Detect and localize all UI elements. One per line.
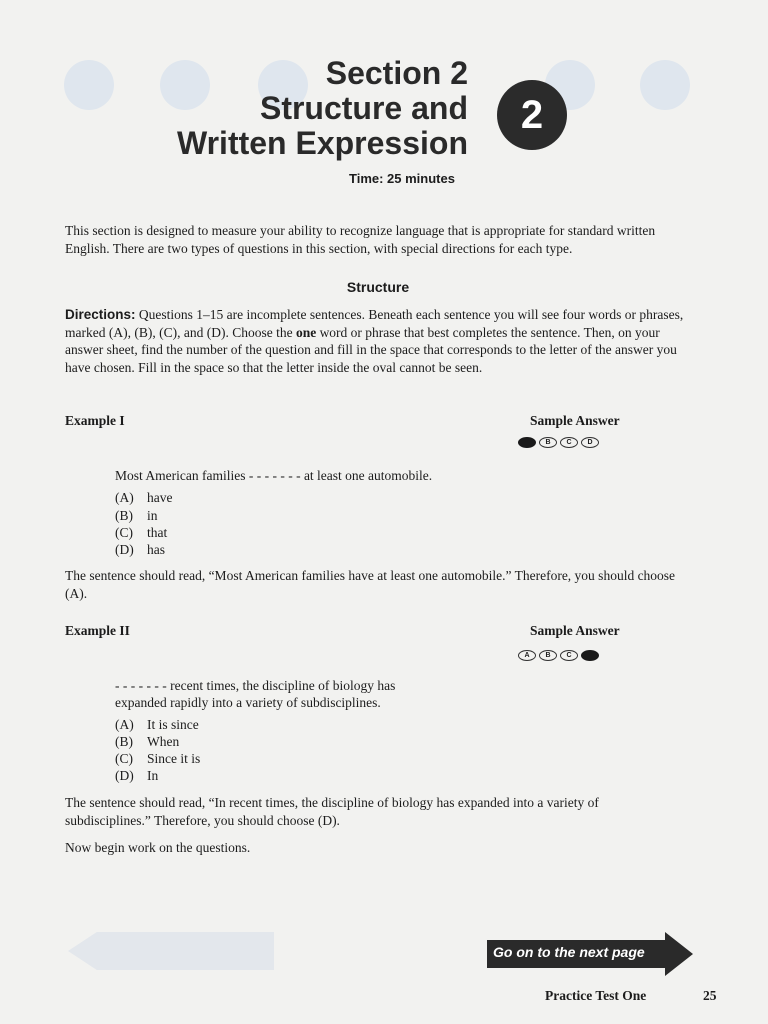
question-line: expanded rapidly into a variety of subdisciplines. (115, 695, 381, 710)
sample-answer-label: Sample Answer (530, 413, 620, 428)
page-number: 25 (703, 988, 717, 1003)
next-page-label: Go on to the next page (493, 944, 645, 960)
choice-letter: (D) (115, 542, 134, 557)
directions-text: word or phrase that best completes the sentence. Then, on your answer sheet, find the number of the question and fill in the space that corresponds to the letter of the answer you have chosen. Fill in the space so that the letter inside the oval cannot be seen. (65, 324, 677, 375)
title-line: Section 2 (325, 55, 468, 91)
answer-oval: C (560, 650, 578, 661)
example-question (115, 677, 395, 711)
structure-heading: Structure (346, 279, 410, 295)
directions-text: Questions 1–15 are incomplete sentences. Beneath each sentence you will see four words or phrases, marked (A), (B), (C), and (D). Choose the (65, 307, 684, 340)
sample-answer-ovals (518, 650, 599, 661)
directions-label: Directions: (65, 307, 136, 322)
choice-text: has (147, 542, 165, 557)
intro-paragraph: This section is designed to measure your ability to recognize language that is appropriate for standard written English. There are two types of questions in this section, with special directions for each type. (65, 223, 656, 256)
answer-choice (115, 767, 158, 784)
answer-choice (115, 716, 199, 733)
answer-choice (115, 524, 167, 541)
choice-text: have (147, 490, 173, 505)
choice-text: When (147, 734, 180, 749)
title-line: Structure and (259, 90, 468, 126)
example-explanation: The sentence should read, “Most American families have at least one automobile.” Therefore, you should choose (A). (65, 568, 676, 601)
time-limit: Time: 25 minutes (349, 171, 455, 186)
ghost-circle-decoration (640, 60, 690, 110)
book-title: Practice Test One (545, 988, 647, 1003)
choice-letter: (A) (115, 490, 134, 505)
answer-choice (115, 489, 172, 506)
choice-letter: (A) (115, 717, 134, 732)
answer-choice (115, 541, 165, 558)
choice-text: Since it is (147, 751, 201, 766)
example-question: Most American families - - - - - - - at least one automobile. (115, 468, 433, 483)
choice-text: In (147, 768, 159, 783)
choice-letter: (D) (115, 768, 134, 783)
answer-oval: B (539, 650, 557, 661)
answer-oval: B (539, 437, 557, 448)
closing-instruction: Now begin work on the questions. (65, 840, 251, 855)
ghost-circle-decoration (64, 60, 114, 110)
answer-oval-filled: A (518, 437, 536, 448)
directions-emphasis: one (295, 324, 317, 340)
example-label: Example II (65, 623, 130, 638)
ghost-arrow-decoration (68, 932, 274, 970)
answer-oval-filled: D (581, 650, 599, 661)
title-line: Written Expression (176, 125, 468, 161)
choice-text: in (147, 508, 158, 523)
example-explanation: The sentence should read, “In recent times, the discipline of biology has expanded into a variety of subdisciplines.” Therefore, you should choose (D). (65, 795, 599, 828)
section-number-badge: 2 (497, 80, 567, 150)
sample-answer-ovals (518, 437, 599, 448)
choice-letter: (C) (115, 751, 133, 766)
answer-oval: A (518, 650, 536, 661)
section-title (177, 56, 468, 161)
choice-text: that (147, 525, 168, 540)
directions-paragraph (65, 306, 685, 376)
choice-letter: (B) (115, 508, 133, 523)
answer-choice (115, 750, 200, 767)
answer-choice (115, 507, 158, 524)
choice-text: It is since (147, 717, 199, 732)
answer-choice (115, 733, 179, 750)
example-label: Example I (65, 413, 125, 428)
answer-oval: D (581, 437, 599, 448)
sample-answer-label: Sample Answer (530, 623, 620, 638)
answer-oval: C (560, 437, 578, 448)
choice-letter: (B) (115, 734, 133, 749)
choice-letter: (C) (115, 525, 133, 540)
question-line: - - - - - - - recent times, the discipline of biology has (115, 678, 396, 693)
